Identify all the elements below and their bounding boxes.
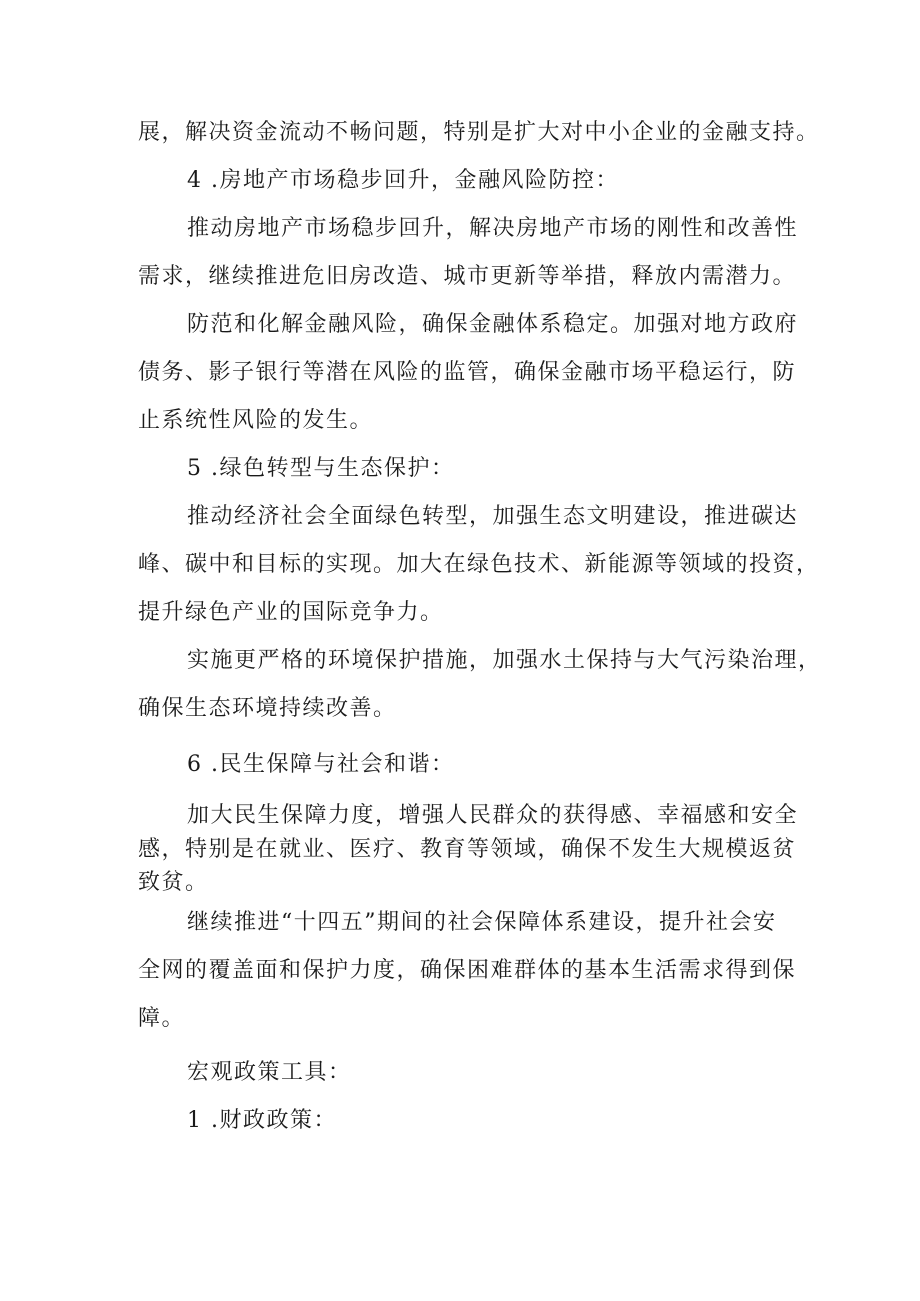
section-heading-6: 6 .民生保障与社会和谐： [187, 752, 455, 777]
section-heading-macro-tools: 宏观政策工具： [187, 1060, 352, 1085]
text-line-20: 障。 [138, 1006, 186, 1031]
text-line-9: 推动经济社会全面绿色转型，加强生态文明建设，推进碳达 [187, 504, 799, 529]
section-heading-5: 5 .绿色转型与生态保护： [187, 456, 455, 481]
text-line-18: 继续推进“十四五”期间的社会保障体系建设，提升社会安 [187, 910, 777, 935]
text-line-13: 确保生态环境持续改善。 [138, 696, 397, 721]
text-line-4: 需求，继续推进危旧房改造、城市更新等举措，释放内需潜力。 [138, 264, 797, 289]
text-line-10: 峰、碳中和目标的实现。加大在绿色技术、新能源等领域的投资， [138, 552, 820, 577]
text-line-11: 提升绿色产业的国际竞争力。 [138, 600, 444, 625]
text-line-15: 加大民生保障力度，增强人民群众的获得感、幸福感和安全 [187, 803, 799, 828]
text-line-16: 感，特别是在就业、医疗、教育等领域，确保不发生大规模返贫 [138, 837, 797, 862]
section-heading-fiscal-policy: 1 .财政政策： [187, 1108, 337, 1133]
text-line-6: 债务、影子银行等潜在风险的监管，确保金融市场平稳运行，防 [138, 360, 797, 385]
text-line-1: 展，解决资金流动不畅问题，特别是扩大对中小企业的金融支持。 [138, 120, 820, 145]
text-line-19: 全网的覆盖面和保护力度，确保困难群体的基本生活需求得到保 [138, 958, 797, 983]
text-line-3: 推动房地产市场稳步回升，解决房地产市场的刚性和改善性 [187, 216, 799, 241]
section-heading-4: 4 .房地产市场稳步回升，金融风险防控： [187, 168, 619, 193]
text-line-7: 止系统性风险的发生。 [138, 408, 374, 433]
text-line-12: 实施更严格的环境保护措施，加强水土保持与大气污染治理， [187, 648, 822, 673]
text-line-5: 防范和化解金融风险，确保金融体系稳定。加强对地方政府 [187, 312, 799, 337]
text-line-17: 致贫。 [138, 870, 209, 895]
